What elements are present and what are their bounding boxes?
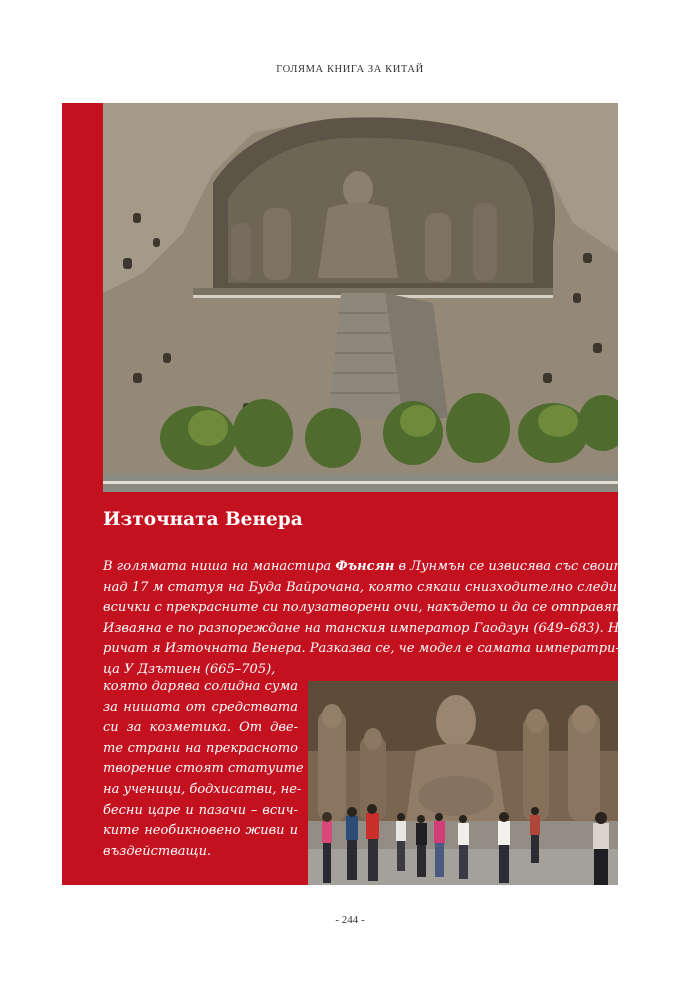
text-run: в Лунмън се извисява със своите <box>394 559 634 574</box>
body-paragraph-narrow <box>103 677 304 862</box>
text-line: те страни на прекрасното <box>103 740 298 756</box>
text-line: творение стоят статуите <box>103 761 304 777</box>
text-line: ките необикновено живи и <box>103 823 298 839</box>
text-line: която дарява солидна сума <box>103 679 298 694</box>
text-line: въздействащи. <box>103 843 212 859</box>
text-run: В голямата ниша на манастира <box>103 559 336 574</box>
text-line: бесни царе и пазачи – всич- <box>103 802 298 818</box>
text-line: ричат я Източната Венера. Разказва се, че модел е самата императри- <box>103 641 620 657</box>
text-run-bold: Фънсян <box>335 559 395 574</box>
text-line: си за козметика. От две- <box>103 720 298 736</box>
text-line: всички с прекрасните си полузатворени очи, накъдето и да се отправят. <box>103 600 629 616</box>
photo-vairocana-buddha <box>308 681 618 885</box>
text-line: Изваяна е по разпореждане на танския император Гаодзун (649–683). На- <box>103 620 632 636</box>
running-head: ГОЛЯМА КНИГА ЗА КИТАЙ <box>276 64 424 75</box>
text-line <box>103 557 634 578</box>
text-line: ца У Дзътиен (665–705), <box>103 661 276 677</box>
text-line: на ученици, бодхисатви, не- <box>103 781 302 797</box>
page-number: - 244 - <box>335 914 365 926</box>
section-heading: Източната Венера <box>103 509 303 530</box>
photo-longmen-grotto <box>103 103 618 492</box>
text-line: за нишата от средствата <box>103 699 298 715</box>
body-paragraph <box>103 557 634 681</box>
text-line: над 17 м статуя на Буда Вайрочана, която сякаш снизходително следи <box>103 579 617 595</box>
